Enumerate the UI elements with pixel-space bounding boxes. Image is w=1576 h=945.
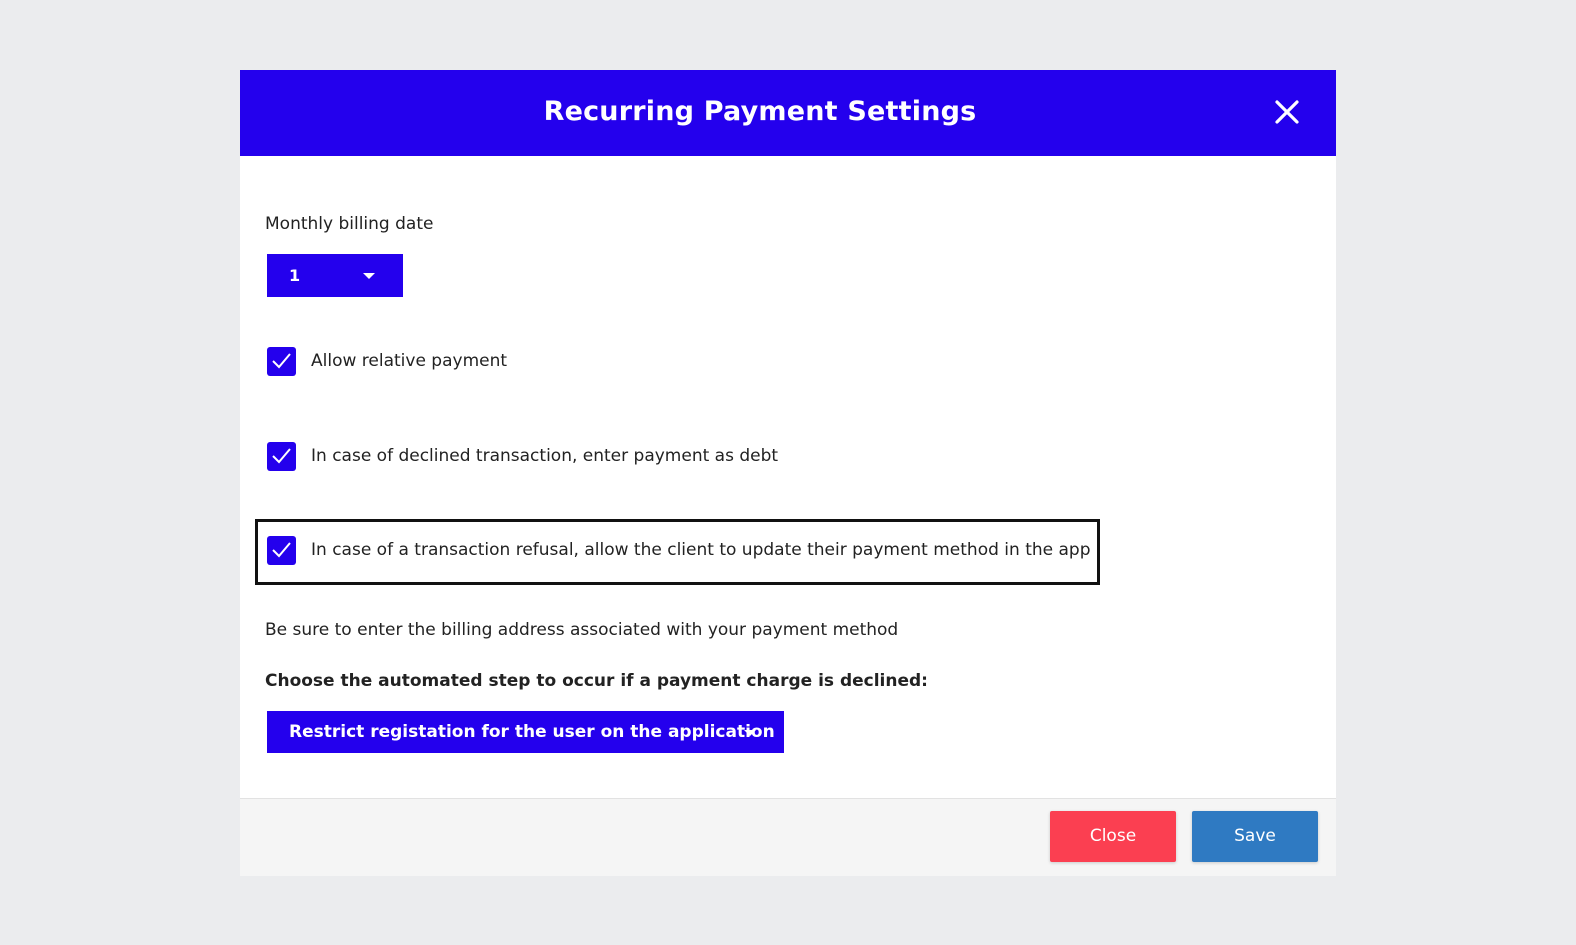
billing-date-value: 1 — [289, 266, 301, 285]
declined-step-value: Restrict registation for the user on the application — [289, 722, 775, 742]
modal-title: Recurring Payment Settings — [543, 96, 977, 127]
declined-as-debt-checkbox[interactable] — [267, 442, 296, 471]
save-button[interactable]: Save — [1192, 811, 1318, 862]
modal-footer — [240, 798, 1336, 876]
checkmark-icon — [271, 352, 292, 370]
option-label: In case of a transaction refusal, allow the client to update their payment method in the app — [311, 540, 1091, 560]
recurring-payment-modal — [240, 70, 1336, 875]
chevron-down-icon — [363, 273, 375, 279]
checkmark-icon — [271, 447, 292, 465]
checkmark-icon — [271, 541, 292, 559]
declined-step-select[interactable] — [267, 711, 784, 753]
option-label: In case of declined transaction, enter payment as debt — [311, 446, 779, 466]
modal-header — [240, 70, 1336, 156]
option-label: Allow relative payment — [311, 351, 508, 371]
billing-address-note: Be sure to enter the billing address associated with your payment method — [265, 620, 899, 640]
billing-date-select[interactable] — [267, 254, 403, 297]
close-button[interactable]: Close — [1050, 811, 1176, 862]
chevron-down-icon — [744, 730, 756, 736]
declined-step-label: Choose the automated step to occur if a payment charge is declined: — [265, 671, 928, 691]
update-payment-method-checkbox[interactable] — [267, 536, 296, 565]
close-icon[interactable] — [1274, 99, 1300, 125]
billing-date-label: Monthly billing date — [265, 214, 434, 234]
allow-relative-payment-checkbox[interactable] — [267, 347, 296, 376]
